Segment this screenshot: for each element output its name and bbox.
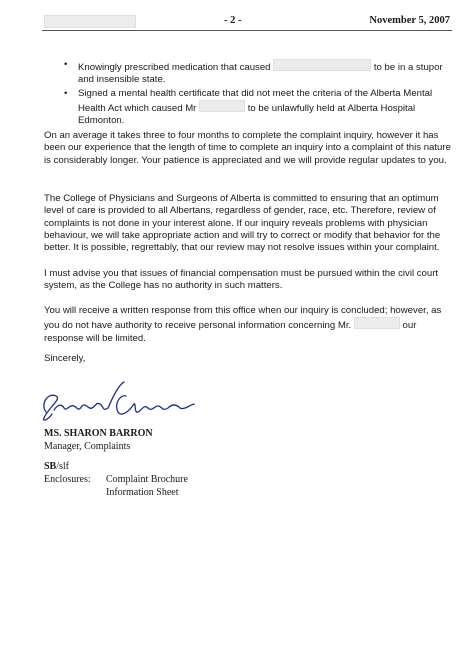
- enclosure-item: Complaint Brochure: [106, 474, 188, 485]
- handwritten-signature: [34, 374, 204, 424]
- redacted-recipient-header: [44, 15, 136, 28]
- bullet-text-after: to be in a stupor and insensible state.: [78, 62, 443, 86]
- response-text-before: You will receive a written response from this office when our inquiry is concluded; however, as you do not have authority to receive personal information concerning Mr.: [44, 305, 442, 332]
- paragraph-timing: On an average it takes three to four months to complete the complaint inquiry, however it has been our experience that the length of time to complete an inquiry into a complaint of this nature is considerably longer. Your patience is appreciated and we will provide regular updates to you.: [44, 130, 451, 166]
- header-rule: [42, 30, 452, 31]
- page-number: - 2 -: [224, 15, 242, 26]
- signer-name: MS. SHARON BARRON: [44, 428, 153, 439]
- initials-signer: SB: [44, 461, 57, 472]
- signer-title: Manager, Complaints: [44, 441, 131, 452]
- bullet-text-before: Knowingly prescribed medication that caused: [78, 62, 271, 73]
- redacted-name: [199, 100, 245, 112]
- enclosures-label: Enclosures:: [44, 474, 91, 485]
- bullet-item: [64, 87, 454, 128]
- paragraph-compensation: I must advise you that issues of financial compensation must be pursued within the civil court system, as the College has no authority in such matters.: [44, 268, 439, 292]
- enclosure-item: Information Sheet: [106, 487, 179, 498]
- complaint-bullet-list: [64, 59, 454, 128]
- closing: Sincerely,: [44, 353, 86, 364]
- bullet-dot-icon: •: [64, 59, 68, 70]
- signer-block: [44, 427, 153, 453]
- bullet-text-before: Signed a mental health certificate that did not meet the criteria of the Alberta Mental Health Act which caused Mr: [78, 87, 433, 114]
- initials-block: [44, 460, 69, 473]
- redacted-name: [354, 317, 400, 329]
- bullet-dot-icon: •: [64, 87, 68, 99]
- initials-typist: /slf: [56, 461, 70, 472]
- response-text-after: our response will be limited.: [44, 320, 417, 344]
- bullet-text-after: to be unlawfully held at Alberta Hospital Edmonton.: [78, 102, 416, 127]
- paragraph-commitment: The College of Physicians and Surgeons of Alberta is committed to ensuring that an optimum level of care is provided to all Albertans, regardless of gender, race, etc. Therefore, review of complaints is not done in your interest alone. If our inquiry reveals problems with physician behaviour, we will take appropriate action and will try to correct or modify that behavior for the better. It is possible, regrettably, that our review may not resolve issues within your complaint.: [44, 193, 441, 254]
- paragraph-response: [44, 305, 456, 345]
- letter-date: November 5, 2007: [369, 15, 450, 26]
- enclosures-block: [44, 473, 344, 499]
- redacted-name: [273, 59, 371, 71]
- bullet-item: [64, 59, 454, 87]
